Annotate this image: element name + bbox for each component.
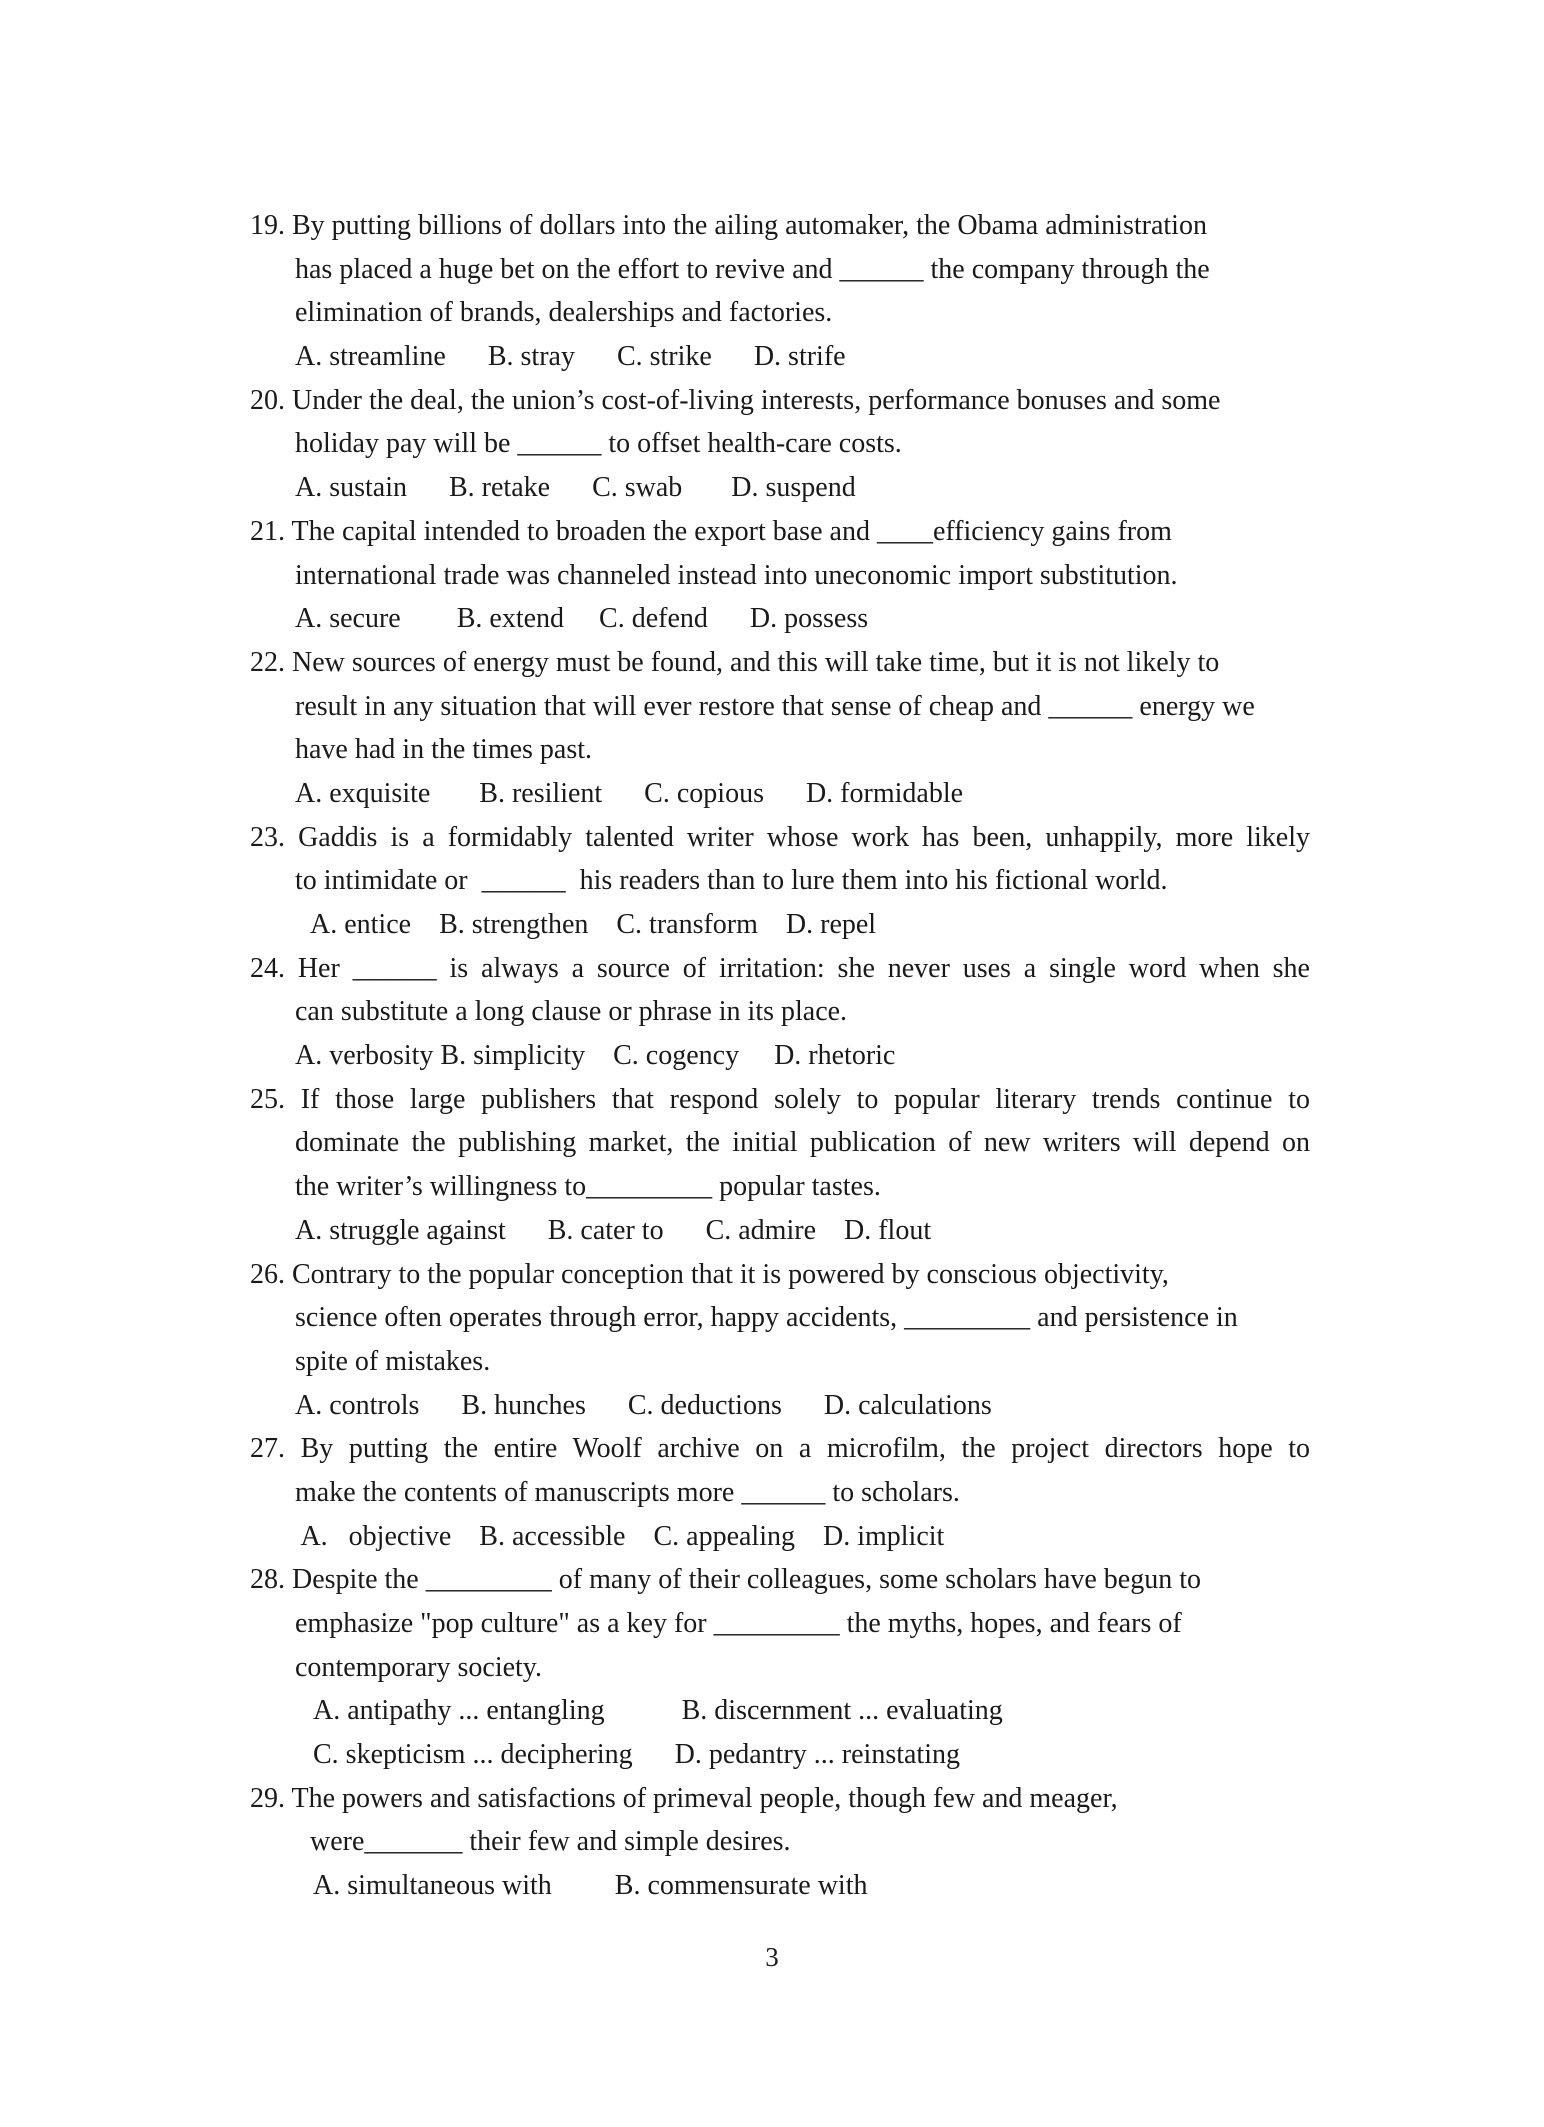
q20-line-2: holiday pay will be ______ to offset health-care costs. [295,428,902,460]
q25-line-2: dominate the publishing market, the initial publication of new writers will depend on [295,1127,1310,1159]
q25-line-1: 25. If those large publishers that respond solely to popular literary trends continue to [250,1083,1310,1115]
q28-line-2: emphasize "pop culture" as a key for _________ the myths, hopes, and fears of [295,1608,1182,1639]
q19-line-3: elimination of brands, dealerships and factories. [295,297,833,329]
q20-options: A. sustain B. retake C. swab D. suspend [295,472,856,504]
q21-options: A. secure B. extend C. defend D. possess [295,603,869,635]
q26-line-2: science often operates through error, happy accidents, _________ and persistence in [295,1302,1238,1334]
q19-options: A. streamline B. stray C. strike D. strife [295,341,846,373]
q28-options-row-1: A. antipathy ... entangling B. discernment ... evaluating [313,1695,1003,1727]
q22-line-2: result in any situation that will ever restore that sense of cheap and ______ energy we [295,690,1255,722]
q25-line-3: the writer’s willingness to_________ popular tastes. [295,1171,881,1203]
q23-line-2: to intimidate or ______ his readers than to lure them into his fictional world. [295,865,1168,897]
q26-line-3: spite of mistakes. [295,1345,491,1377]
q22-line-1: 22. New sources of energy must be found, and this will take time, but it is not likely to [250,646,1220,678]
q20-line-1: 20. Under the deal, the union’s cost-of-living interests, performance bonuses and some [250,384,1221,416]
question-list [250,204,1310,1908]
q29-line-1: 29. The powers and satisfactions of primeval people, though few and meager, [250,1782,1118,1814]
q28-options-row-2: C. skepticism ... deciphering D. pedantry ... reinstating [313,1739,960,1771]
q26-options: A. controls B. hunches C. deductions D. calculations [295,1389,992,1421]
q28-line-3: contemporary society. [295,1651,542,1683]
q23-options: A. entice B. strengthen C. transform D. repel [310,909,877,940]
q21-line-1: 21. The capital intended to broaden the export base and ____efficiency gains from [250,515,1172,547]
q22-options: A. exquisite B. resilient C. copious D. formidable [295,777,964,809]
q24-line-2: can substitute a long clause or phrase in its place. [295,996,848,1028]
q27-line-1: 27. By putting the entire Woolf archive on a microfilm, the project directors hope to [250,1433,1310,1465]
q26-line-1: 26. Contrary to the popular conception that it is powered by conscious objectivity, [250,1258,1169,1290]
page-number: 3 [765,1942,779,1972]
q19-line-2: has placed a huge bet on the effort to revive and ______ the company through the [295,253,1210,285]
q29-line-2: were_______ their few and simple desires. [310,1826,791,1858]
q24-line-1: 24. Her ______ is always a source of irritation: she never uses a single word when she [250,952,1310,984]
q22-line-3: have had in the times past. [295,734,593,766]
q24-options: A. verbosity B. simplicity C. cogency D. rhetoric [295,1040,896,1072]
q29-options: A. simultaneous with B. commensurate with [313,1870,868,1902]
q27-line-2: make the contents of manuscripts more ______ to scholars. [295,1476,960,1508]
q19-line-1: 19. By putting billions of dollars into the ailing automaker, the Obama administration [250,210,1207,241]
q28-line-1: 28. Despite the _________ of many of their colleagues, some scholars have begun to [250,1564,1201,1596]
q21-line-2: international trade was channeled instead into uneconomic import substitution. [295,559,1178,591]
q27-options: A. objective B. accessible C. appealing D. implicit [295,1520,945,1552]
q23-line-1: 23. Gaddis is a formidably talented writer whose work has been, unhappily, more likely [250,821,1310,853]
q25-options: A. struggle against B. cater to C. admire D. flout [295,1214,932,1246]
